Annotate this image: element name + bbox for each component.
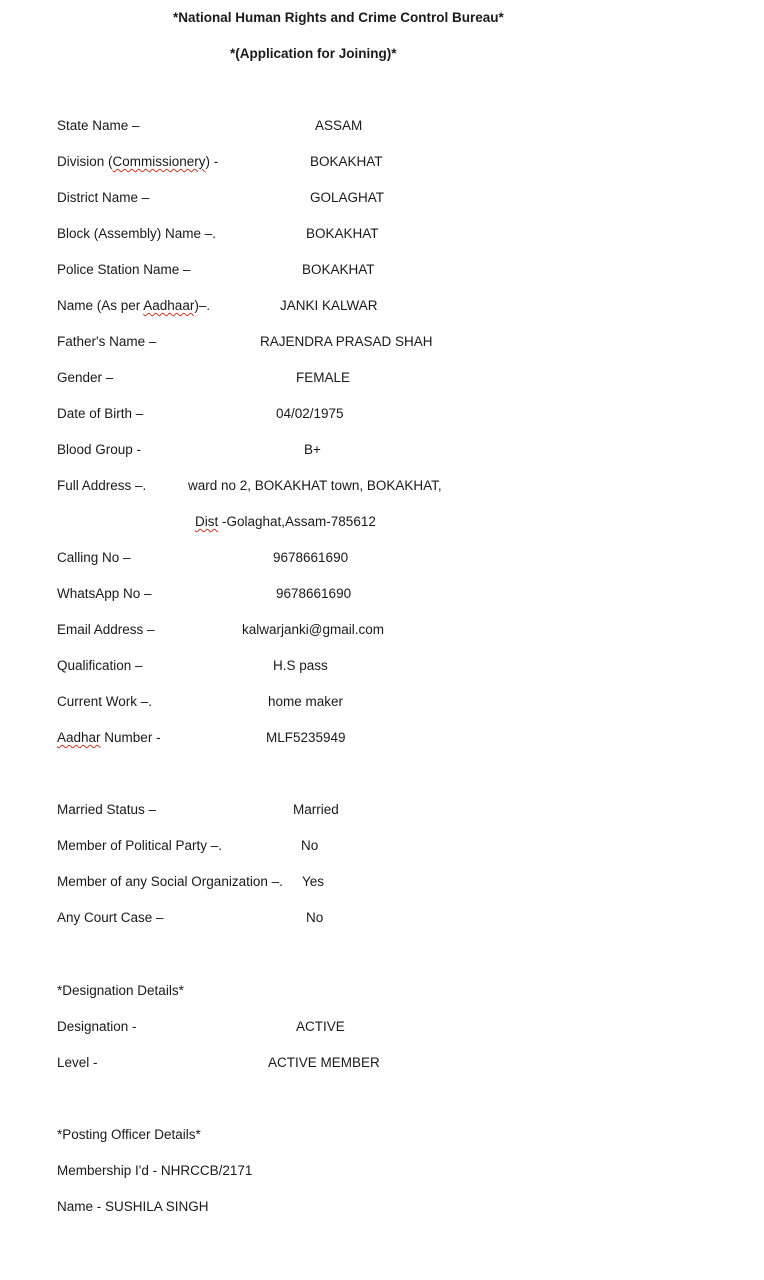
state-label: State Name – <box>57 118 140 133</box>
whatsapp-no-value: 9678661690 <box>276 586 352 601</box>
police-station-label: Police Station Name – <box>57 262 191 277</box>
address-line-2-rest: -Golaghat,Assam-785612 <box>218 514 376 529</box>
court-case-label: Any Court Case – <box>57 910 164 925</box>
designation-label: Designation - <box>57 1019 137 1034</box>
block-label: Block (Assembly) Name –. <box>57 226 217 241</box>
political-party-value: No <box>301 838 319 853</box>
email-value: kalwarjanki@gmail.com <box>242 622 384 637</box>
name-value: JANKI KALWAR <box>280 298 378 313</box>
political-party-label: Member of Political Party –. <box>57 838 223 853</box>
father-name-label: Father's Name – <box>57 334 157 349</box>
married-status-value: Married <box>293 802 339 817</box>
division-label-post: ) - <box>205 154 219 169</box>
block-value: BOKAKHAT <box>306 226 379 241</box>
document-subtitle: *(Application for Joining)* <box>230 46 397 61</box>
police-station-value: BOKAKHAT <box>302 262 375 277</box>
aadhar-label <box>57 730 161 746</box>
gender-label: Gender – <box>57 370 114 385</box>
designation-value: ACTIVE <box>296 1019 345 1034</box>
calling-no-value: 9678661690 <box>273 550 349 565</box>
gender-value: FEMALE <box>296 370 351 385</box>
division-value: BOKAKHAT <box>310 154 383 169</box>
aadhar-label-post: Number - <box>100 730 161 745</box>
posting-officer-name: Name - SUSHILA SINGH <box>57 1199 209 1214</box>
social-organization-label: Member of any Social Organization –. <box>57 874 283 889</box>
email-label: Email Address – <box>57 622 155 637</box>
posting-officer-heading: *Posting Officer Details* <box>57 1127 201 1142</box>
document-title: *National Human Rights and Crime Control Bureau* <box>173 10 504 25</box>
division-label-pre: Division ( <box>57 154 113 169</box>
current-work-value: home maker <box>268 694 344 709</box>
name-label-word: Aadhaar <box>143 298 195 313</box>
address-line-2 <box>195 514 376 530</box>
division-label-word: Commissionery <box>112 154 206 169</box>
blood-group-label: Blood Group - <box>57 442 142 457</box>
name-label-pre: Name (As per <box>57 298 144 313</box>
whatsapp-no-label: WhatsApp No – <box>57 586 152 601</box>
qualification-value: H.S pass <box>273 658 328 673</box>
district-label: District Name – <box>57 190 150 205</box>
address-label: Full Address –. <box>57 478 147 493</box>
level-value: ACTIVE MEMBER <box>268 1055 380 1070</box>
dob-label: Date of Birth – <box>57 406 144 421</box>
membership-id: Membership I'd - NHRCCB/2171 <box>57 1163 253 1178</box>
level-label: Level - <box>57 1055 98 1070</box>
address-line-1: ward no 2, BOKAKHAT town, BOKAKHAT, <box>188 478 442 493</box>
designation-heading: *Designation Details* <box>57 983 184 998</box>
aadhar-value: MLF5235949 <box>266 730 346 745</box>
qualification-label: Qualification – <box>57 658 143 673</box>
aadhar-label-word: Aadhar <box>57 730 101 745</box>
division-label <box>57 154 218 170</box>
calling-no-label: Calling No – <box>57 550 131 565</box>
district-value: GOLAGHAT <box>310 190 385 205</box>
state-value: ASSAM <box>315 118 363 133</box>
father-name-value: RAJENDRA PRASAD SHAH <box>260 334 433 349</box>
social-organization-value: Yes <box>302 874 325 889</box>
current-work-label: Current Work –. <box>57 694 153 709</box>
married-status-label: Married Status – <box>57 802 157 817</box>
name-label-post: )–. <box>194 298 211 313</box>
blood-group-value: B+ <box>304 442 321 457</box>
court-case-value: No <box>306 910 324 925</box>
address-line-2-word: Dist <box>195 514 219 529</box>
name-label <box>57 298 210 314</box>
dob-value: 04/02/1975 <box>276 406 344 421</box>
